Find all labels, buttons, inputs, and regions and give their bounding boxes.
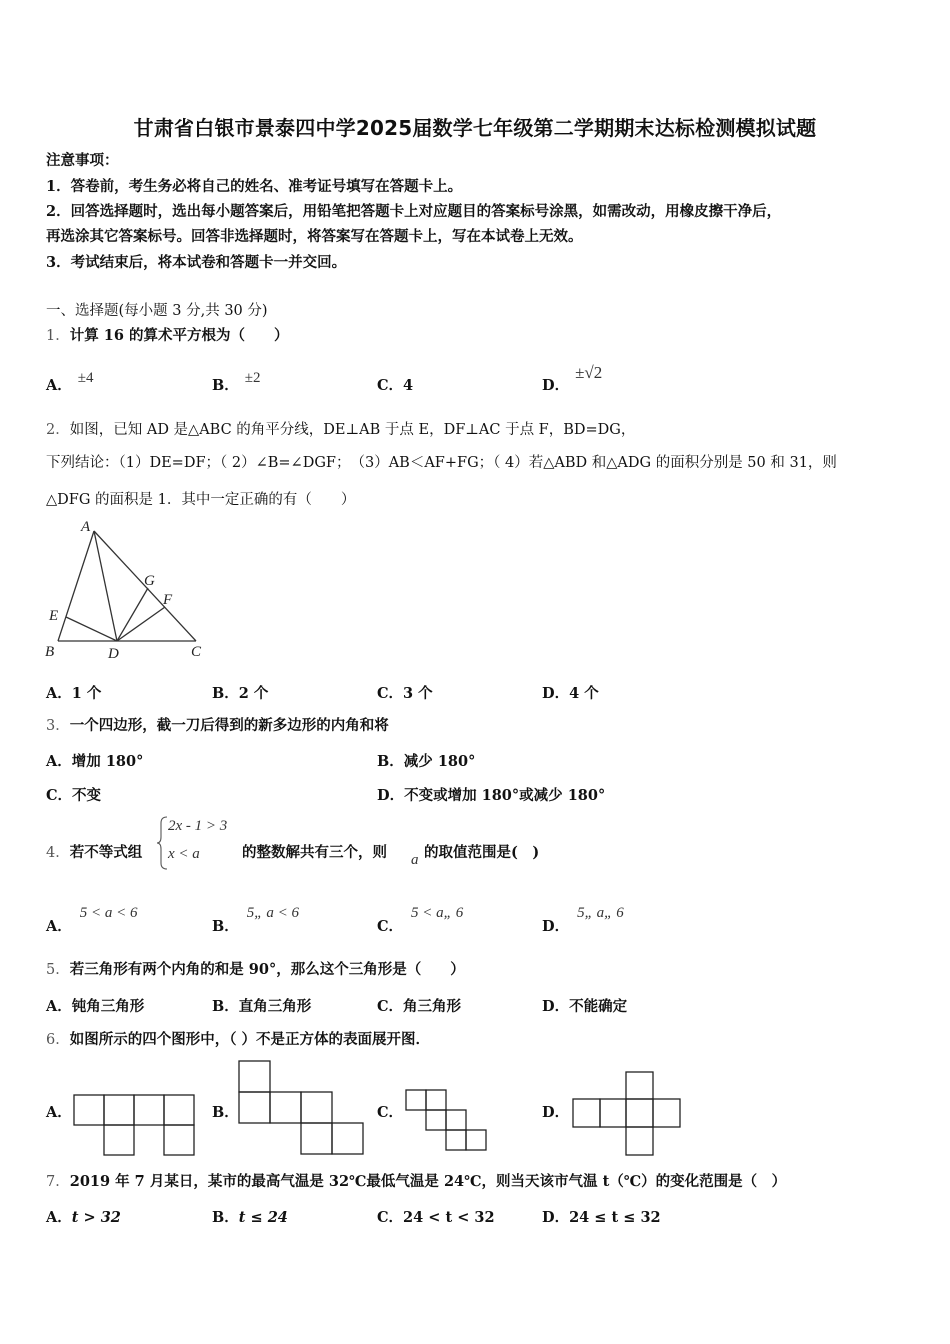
question-stem: 若三角形有两个内角的和是 90°，那么这个三角形是（ ） [69,961,465,978]
notice-item: 3．考试结束后，将本试卷和答题卡一并交回。 [46,254,347,271]
question-stem: 2019 年 7 月某日，某市的最高气温是 32℃最低气温是 24℃，则当天该市气温 t（℃）的变化范围是（ ） [69,1173,787,1190]
option-d: D．±√2 [542,363,603,394]
notice-item: 再选涂其它答案标号。回答非选择题时，将答案写在答题卡上，写在本试卷上无效。 [46,228,583,245]
question-6 [46,1030,430,1050]
option-a-label: A． [46,1104,72,1121]
section-heading: 一、选择题(每小题 3 分,共 30 分) [46,303,268,319]
system-line-2: x < a [168,846,200,862]
question-number: 2． [46,422,70,438]
option-c-label: C． [377,1104,404,1121]
question-stem: 一个四边形，截一刀后得到的新多边形的内角和将 [69,717,389,734]
cube-net-c [405,1089,489,1157]
option-d: D．不变或增加 180°或减少 180° [377,787,606,804]
question-2 [46,420,635,440]
question-stem: 如图，已知 AD 是△ABC 的角平分线，DE⊥AB 于点 E，DF⊥AC 于点 F，BD=DG， [69,422,636,438]
question-number: 5． [46,962,70,978]
notice-item: 1．答卷前，考生务必将自己的姓名、准考证号填写在答题卡上。 [46,178,463,195]
option-a: A．钝角三角形 [46,998,145,1015]
option-d: D．不能确定 [542,998,628,1015]
option-c: C．24 < t < 32 [377,1209,495,1226]
question-7 [46,1172,786,1192]
question-stem: 计算 16 的算术平方根为（ ） [69,327,289,344]
question-2-line: △DFG 的面积是 1．其中一定正确的有（ ） [46,492,356,508]
option-a: A． ±4 [46,370,94,394]
question-1 [46,326,289,346]
question-number: 4． [46,845,70,861]
triangle-figure [44,516,214,662]
option-b: B．直角三角形 [212,998,312,1015]
variable-a: a [411,852,419,868]
cube-net-d [572,1071,682,1157]
question-number: 1． [46,328,70,344]
option-c: C．5 < a„ 6 [377,905,464,935]
option-b: B．减少 180° [377,753,476,770]
option-b: B．2 个 [212,685,269,702]
option-a: A．增加 180° [46,753,144,770]
option-d-label: D． [542,1104,570,1121]
point-label: E [49,608,59,624]
notice-item: 2．回答选择题时，选出每小题答案后，用铅笔把答题卡上对应题目的答案标号涂黑，如需改动，用橡皮擦干净后， [46,203,782,220]
notice-heading: 注意事项： [46,152,119,169]
option-a: A．t > 32 [46,1209,121,1226]
question-5 [46,960,465,980]
page-title: 甘肃省白银市景泰四中学2025届数学七年级第二学期期末达标检测模拟试题 [133,116,817,140]
segment-ad [94,531,117,641]
question-4: 4．若不等式组 [46,844,143,861]
question-stem: 的取值范围是( ) [424,844,540,861]
cube-net-a [73,1094,195,1156]
point-label: D [108,646,119,662]
option-c: C．不变 [46,787,102,804]
point-label: B [45,644,55,660]
system-line-1: 2x - 1 > 3 [168,818,228,834]
point-label: G [144,573,155,589]
option-b: B．t ≤ 24 [212,1209,288,1226]
question-number: 3． [46,718,70,734]
question-stem: 如图所示的四个图形中，（ ）不是正方体的表面展开图． [69,1031,431,1048]
point-label: F [163,592,173,608]
segment-ab [58,531,94,641]
option-a: A．5 < a < 6 [46,905,138,935]
option-a: A．1 个 [46,685,102,702]
cube-net-b [238,1060,366,1156]
option-b: B． ±2 [212,370,261,394]
question-2-line: 下列结论：（1）DE=DF；（ 2）∠B=∠DGF； （3）AB＜AF+FG；（ 4）若△ABD 和△ADG 的面积分别是 50 和 31，则 [46,455,837,471]
question-3 [46,716,389,736]
option-d: D．24 ≤ t ≤ 32 [542,1209,661,1226]
option-c: C．3 个 [377,685,433,702]
question-number: 6． [46,1032,70,1048]
option-d: D．5„ a„ 6 [542,905,624,935]
segment-df [117,607,165,641]
segment-dg [117,588,148,641]
option-c: C．角三角形 [377,998,462,1015]
option-b-label: B． [212,1104,239,1121]
point-label: C [191,644,202,660]
point-label: A [81,519,91,535]
segment-de [66,617,117,641]
question-number: 7． [46,1174,70,1190]
option-b: B．5„ a < 6 [212,905,299,935]
question-stem: 的整数解共有三个，则 [242,844,387,861]
option-c: C．4 [377,377,414,394]
option-d: D．4 个 [542,685,599,702]
